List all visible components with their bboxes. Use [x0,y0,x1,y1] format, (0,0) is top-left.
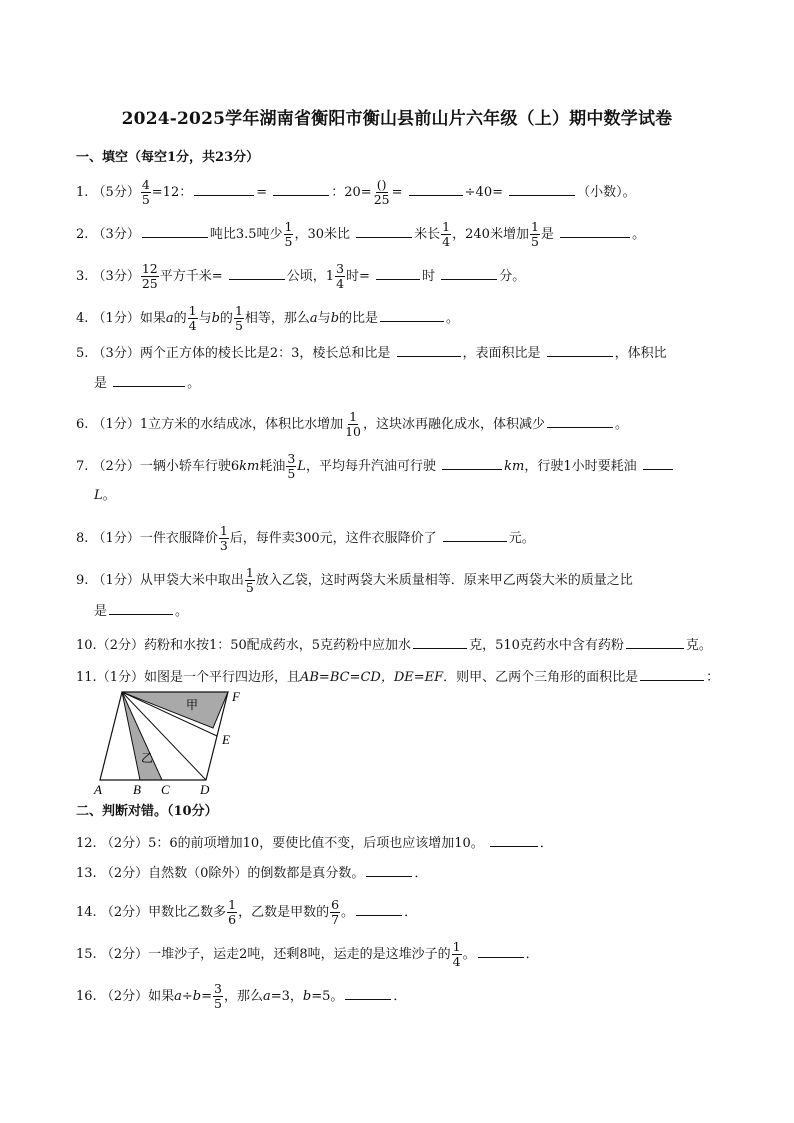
fraction: $\frac{1}{5}$ [284,219,293,249]
question-10: 10.（2分）药粉和水按1：50配成药水，5克药粉中应加水 克，510克药水中含有药粉 克。 [76,634,712,656]
answer-blank[interactable] [509,181,575,196]
question-11: 11.（1分）如图是一个平行四边形，且AB=BC=CD，DE=EF．则甲、乙两个三角形的面积比是 ： [76,666,719,688]
question-number: 15. [76,947,97,962]
question-score: （1分） [92,573,140,588]
question-number: 6. [76,417,89,432]
answer-blank[interactable] [229,265,285,280]
question-score: （1分） [92,311,140,326]
parallelogram-figure [88,688,258,796]
question-number: 11. [76,670,97,685]
label-B: B [133,782,141,796]
question-score: （2分） [92,459,140,474]
question-5-continued: 是 。 [94,372,200,394]
answer-blank[interactable] [413,634,467,649]
fraction: $\frac{1}{10}$ [345,409,362,439]
fraction: $\frac{1}{5}$ [530,219,539,249]
fraction: $\frac{1}{4}$ [452,939,461,969]
answer-blank[interactable] [409,181,463,196]
answer-blank[interactable] [109,600,173,615]
label-F: F [232,689,240,704]
question-5: 5. （3分）两个正方体的棱长比是2：3，棱长总和比是 ，表面积比是 ，体积比 [76,342,667,364]
answer-blank[interactable] [397,342,461,357]
question-score: （1分） [92,417,140,432]
question-number: 10. [76,638,97,653]
label-yi: 乙 [141,751,154,765]
fraction: $\frac{4}{5}$ [141,177,150,207]
question-number: 8. [76,531,89,546]
label-D: D [200,782,210,796]
answer-blank[interactable] [356,223,412,238]
question-number: 7. [76,459,89,474]
fraction: $\frac{()}{25}$ [373,177,390,207]
triangle-jia [122,692,228,728]
answer-blank[interactable] [194,181,254,196]
question-number: 12. [76,836,97,851]
fraction: $\frac{3}{4}$ [336,261,345,291]
answer-blank[interactable] [366,862,412,877]
question-number: 16. [76,989,97,1004]
question-score: （2分） [100,836,149,851]
fraction: $\frac{12}{25}$ [141,261,158,291]
question-7: 7. （2分）一辆小轿车行驶6km耗油 $\frac{3}{5}$ L，平均每升汽油可行驶 km，行驶1小时要耗油 [76,452,675,481]
fraction: $\frac{3}{5}$ [287,451,296,481]
fraction: $\frac{3}{5}$ [214,981,222,1011]
answer-blank[interactable] [547,342,613,357]
answer-blank[interactable] [490,832,538,847]
question-number: 2. [76,227,89,242]
question-9-continued: 是 。 [94,600,188,622]
answer-blank[interactable] [626,634,684,649]
answer-blank[interactable] [376,265,420,280]
fraction: $\frac{1}{3}$ [219,523,228,553]
question-number: 4. [76,311,89,326]
question-score: （3分） [92,227,140,242]
answer-blank[interactable] [380,307,444,322]
label-jia: 甲 [186,698,199,712]
question-16: 16. （2分）如果a÷b= $\frac{3}{5}$ ，那么a=3，b=5。 ． [76,981,407,1011]
question-score: （2分） [100,866,149,881]
label-C: C [161,782,170,796]
answer-blank[interactable] [345,985,391,1000]
answer-blank[interactable] [442,455,502,470]
answer-blank[interactable] [142,223,208,238]
question-score: （3分） [92,346,140,361]
answer-blank[interactable] [478,943,524,958]
fraction: $\frac{1}{4}$ [188,303,197,333]
question-score: （2分） [100,947,149,962]
fraction: $\frac{6}{7}$ [331,897,340,927]
question-15: 15. （2分）一堆沙子，运走2吨，还剩8吨，运走的是这堆沙子的 $\frac{1}{4}$ 。 ． [76,939,539,969]
question-9: 9. （1分）从甲袋大米中取出 $\frac{1}{5}$ 放入乙袋，这时两袋大米质量相等．原来甲乙两袋大米的质量之比 [76,565,633,595]
answer-blank[interactable] [113,372,185,387]
question-score: （1分） [92,531,140,546]
question-4: 4. （1分）如果a的 $\frac{1}{4}$ 与b的 $\frac{1}{5}$ 相等，那么a与b的比是 。 [76,303,460,333]
question-number: 14. [76,905,97,920]
question-13: 13. （2分）自然数（0除外）的倒数都是真分数。 ． [76,862,427,884]
answer-blank[interactable] [560,223,630,238]
section-true-false-heading: 二、判断对错。（10分） [76,804,218,819]
answer-blank[interactable] [443,527,507,542]
question-8: 8. （1分）一件衣服降价 $\frac{1}{3}$ 后，每件卖300元，这件衣服降价了 元。 [76,523,535,553]
question-number: 13. [76,866,97,881]
question-6: 6. （1分）1立方米的水结成冰，体积比水增加 $\frac{1}{10}$ ，这块冰再融化成水，体积减少 。 [76,409,629,439]
section-fill-blank-heading: 一、填空（每空1分，共23分） [76,150,260,165]
question-14: 14. （2分）甲数比乙数多 $\frac{1}{6}$ ，乙数是甲数的 $\frac{6}{7}$ 。 ． [76,897,418,927]
question-score: （5分） [92,185,140,200]
question-3: 3. （3分） $\frac{12}{25}$ 平方千米= 公顷，1 $\frac{3}{4}$ 时= 时 分。 [76,261,526,291]
answer-blank[interactable] [640,666,704,681]
question-12: 12. （2分）5：6的前项增加10，要使比值不变，后项也应该增加10。 ． [76,832,553,854]
answer-blank[interactable] [356,901,402,916]
question-2: 2. （3分） 吨比3.5吨少 $\frac{1}{5}$ ，30米比 米长 $\frac{1}{4}$ ，240米增加 $\frac{1}{5}$ 是 。 [76,219,646,249]
question-1: 1. （5分） $\frac{4}{5}$ =12： = ：20= $\frac{()}{25}$ = ÷40= （小数）。 [76,177,636,207]
question-number: 9. [76,573,89,588]
fraction: $\frac{1}{5}$ [234,303,243,333]
question-score: （2分） [100,905,149,920]
label-A: A [94,782,102,796]
page-title: 2024-2025学年湖南省衡阳市衡山县前山片六年级（上）期中数学试卷 [121,109,673,129]
question-number: 5. [76,346,89,361]
answer-blank[interactable] [441,265,497,280]
answer-blank[interactable] [643,455,673,470]
question-score: （1分） [96,670,144,685]
question-score: （2分） [100,989,149,1004]
label-E: E [222,732,230,747]
question-number: 3. [76,269,89,284]
fraction: $\frac{1}{6}$ [228,897,237,927]
fraction: $\frac{1}{5}$ [245,565,254,595]
question-7-continued: L。 [94,488,116,503]
answer-blank[interactable] [273,181,329,196]
question-score: （3分） [92,269,140,284]
answer-blank[interactable] [547,413,613,428]
question-score: （2分） [96,638,144,653]
question-number: 1. [76,185,89,200]
fraction: $\frac{1}{4}$ [442,219,451,249]
